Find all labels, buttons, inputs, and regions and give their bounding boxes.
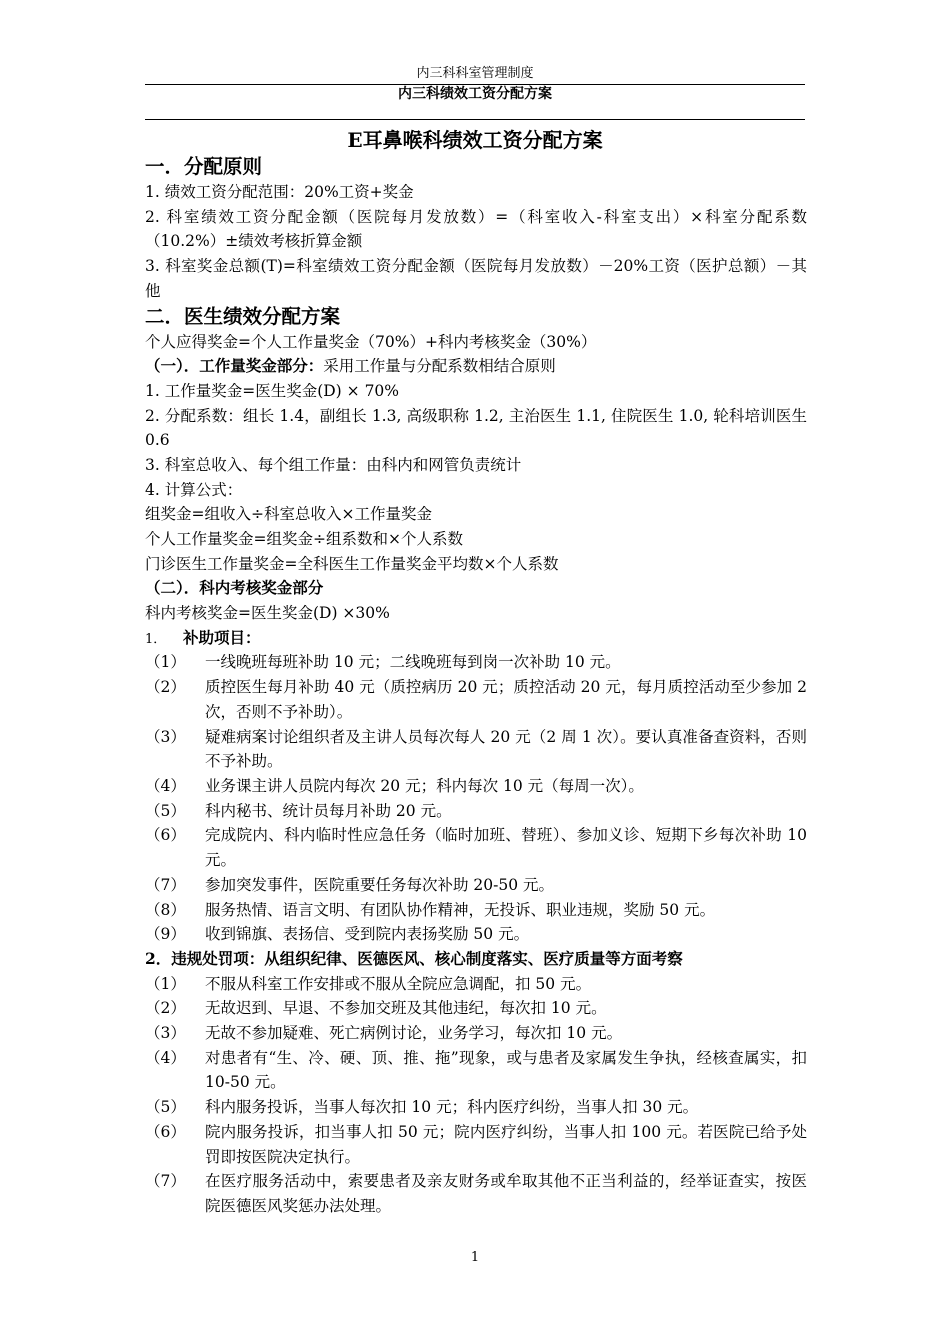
header-rule-bottom xyxy=(145,119,805,120)
paragraph: 1. 工作量奖金=医生奖金(D) × 70% xyxy=(145,381,400,400)
formula: 组奖金=组收入÷科室总收入×工作量奖金 xyxy=(145,505,432,524)
header-rule-top xyxy=(145,84,805,85)
list-item-text: 收到锦旗、表扬信、受到院内表扬奖励 50 元。 xyxy=(205,925,530,944)
list-item-num: （5） xyxy=(145,1098,186,1117)
list-item-text: 质控医生每月补助 40 元（质控病历 20 元；质控活动 20 元，每月质控活动至少参加 2 次，否则不予补助）。 xyxy=(205,678,807,721)
heading-distribution-principles: 一．分配原则 xyxy=(145,155,263,178)
list-item xyxy=(145,922,807,947)
list-item-num: （6） xyxy=(145,1122,186,1141)
list-item xyxy=(145,1120,807,1169)
list-item-num: （2） xyxy=(145,999,186,1018)
list-item xyxy=(145,898,807,923)
list-item-text: 服务热情、语言文明、有团队协作精神，无投诉、职业违规，奖励 50 元。 xyxy=(205,900,716,919)
list-item-text: 业务课主讲人员院内每次 20 元；科内每次 10 元（每周一次）。 xyxy=(205,776,644,795)
page-title: E耳鼻喉科绩效工资分配方案 xyxy=(347,128,603,152)
list-item-num: （3） xyxy=(145,1024,186,1042)
list-item-num: （3） xyxy=(145,727,186,746)
list-item-num: （4） xyxy=(145,1048,186,1067)
formula: 个人工作量奖金=组奖金÷组系数和×个人系数 xyxy=(145,530,463,549)
list-item-num: （8） xyxy=(145,900,186,919)
paragraph: 4. 计算公式： xyxy=(145,480,243,499)
list-item-text: 无故不参加疑难、死亡病例讨论，业务学习，每次扣 10 元。 xyxy=(205,1024,623,1042)
section-header: 内三科绩效工资分配方案 xyxy=(398,86,552,102)
heading-doctor-plan: 二．医生绩效分配方案 xyxy=(145,304,341,328)
list-item-text: 无故迟到、早退、不参加交班及其他违纪，每次扣 10 元。 xyxy=(205,999,607,1018)
penalty-heading: 2．违规处罚项：从组织纪律、医德医风、核心制度落实、医疗质量等方面考察 xyxy=(145,948,683,968)
list-item xyxy=(145,823,807,872)
list-item-text: 一线晚班每班补助 10 元；二线晚班每到岗一次补助 10 元。 xyxy=(205,653,621,672)
list-item xyxy=(145,1021,807,1046)
formula: 门诊医生工作量奖金=全科医生工作量奖金平均数×个人系数 xyxy=(145,554,559,573)
paragraph: 个人应得奖金=个人工作量奖金（70%）+科内考核奖金（30%） xyxy=(145,332,597,351)
subheading-text: 采用工作量与分配系数相结合原则 xyxy=(323,357,556,376)
subsidy-heading-num: 1． xyxy=(145,631,167,647)
list-item xyxy=(145,1095,807,1120)
subheading-workload-bonus xyxy=(145,354,807,379)
paragraph: 3. 科室总收入、每个组工作量：由科内和网管负责统计 xyxy=(145,455,522,474)
list-item xyxy=(145,675,807,724)
list-item xyxy=(145,1046,807,1095)
list-item-text: 参加突发事件，医院重要任务每次补助 20-50 元。 xyxy=(205,875,555,894)
list-item-text: 在医疗服务活动中，索要患者及亲友财务或牟取其他不正当利益的，经举证查实，按医院医德医风奖惩办法处理。 xyxy=(205,1172,807,1215)
list-item xyxy=(145,774,807,799)
list-item-num: （6） xyxy=(145,826,186,845)
subsidy-heading xyxy=(145,626,807,651)
paragraph: 1. 绩效工资分配范围：20%工资+奖金 xyxy=(145,183,414,201)
list-item xyxy=(145,650,807,675)
list-item-text: 科内服务投诉，当事人每次扣 10 元；科内医疗纠纷，当事人扣 30 元。 xyxy=(205,1098,699,1117)
penalty-list xyxy=(145,972,807,1219)
list-item-num: （1） xyxy=(145,974,186,993)
list-item-num: （7） xyxy=(145,1172,186,1191)
list-item xyxy=(145,725,807,774)
subsidy-heading-text: 补助项目： xyxy=(183,627,261,647)
page-number: 1 xyxy=(470,1250,480,1265)
list-item-text: 不服从科室工作安排或不服从全院应急调配，扣 50 元。 xyxy=(205,974,592,993)
list-item-num: （4） xyxy=(145,776,186,795)
formula: 科内考核奖金=医生奖金(D) ×30% xyxy=(145,604,390,623)
list-item-num: （7） xyxy=(145,875,186,894)
list-item xyxy=(145,972,807,997)
list-item-text: 完成院内、科内临时性应急任务（临时加班、替班）、参加义诊、短期下乡每次补助 10 元。 xyxy=(205,826,807,870)
list-item-text: 院内服务投诉，扣当事人扣 50 元；院内医疗纠纷，当事人扣 100 元。若医院已给予处罚即按医院决定执行。 xyxy=(205,1122,807,1166)
list-item-num: （1） xyxy=(145,653,186,672)
running-header: 内三科科室管理制度 xyxy=(416,66,534,81)
list-item-num: （2） xyxy=(145,678,186,697)
list-item-text: 疑难病案讨论组织者及主讲人员每次每人 20 元（2 周 1 次）。要认真准备查资料，否则不予补助。 xyxy=(205,727,807,771)
paragraph: 3. 科室奖金总额(T)=科室绩效工资分配金额（医院每月发放数）－20%工资（医护总额）－其他 xyxy=(145,257,807,300)
list-item xyxy=(145,799,807,824)
list-item-text: 科内秘书、统计员每月补助 20 元。 xyxy=(205,801,452,820)
paragraph: 2. 科室绩效工资分配金额（医院每月发放数）=（科室收入-科室支出）×科室分配系数（10.2%）±绩效考核折算金额 xyxy=(145,207,807,251)
list-item-num: （9） xyxy=(145,925,186,944)
subheading-label: （一）．工作量奖金部分： xyxy=(145,356,324,376)
subheading-assessment-bonus: （二）．科内考核奖金部分 xyxy=(145,578,324,598)
paragraph: 2. 分配系数：组长 1.4，副组长 1.3, 高级职称 1.2, 主治医生 1.1, 住院医生 1.0, 轮科培训医生 0.6 xyxy=(145,406,807,450)
subsidy-list xyxy=(145,650,807,946)
document-body xyxy=(145,154,807,1219)
list-item-num: （5） xyxy=(145,801,186,820)
list-item-text: 对患者有“生、冷、硬、顶、推、拖”现象，或与患者及家属发生争执，经核查属实，扣 10-50 元。 xyxy=(205,1048,807,1092)
list-item xyxy=(145,996,807,1021)
list-item xyxy=(145,873,807,898)
list-item xyxy=(145,1169,807,1218)
